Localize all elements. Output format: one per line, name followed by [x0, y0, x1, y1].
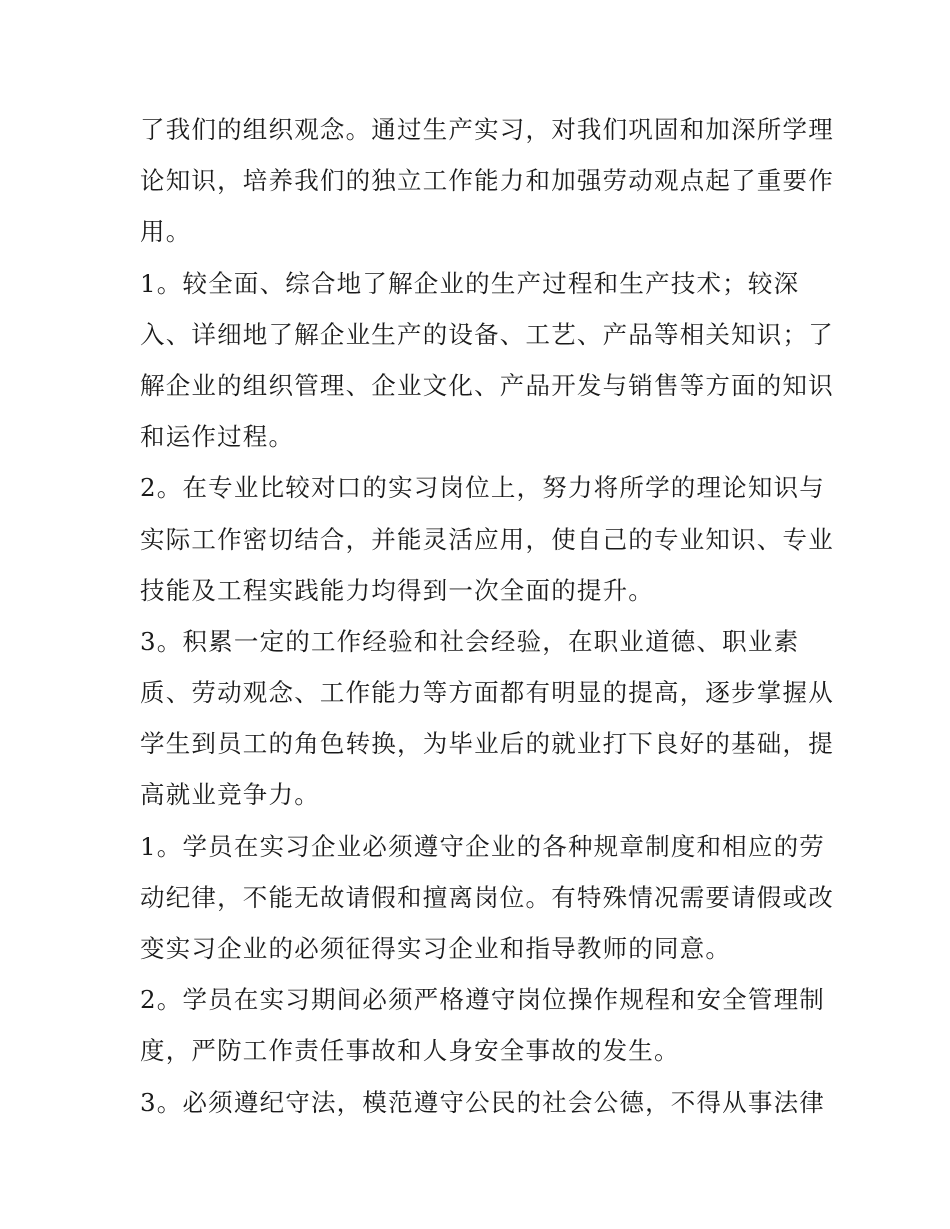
text-line: 入、详细地了解企业生产的设备、工艺、产品等相关知识；了	[140, 319, 834, 349]
text-line: 解企业的组织管理、企业文化、产品开发与销售等方面的知识	[140, 370, 834, 400]
text-line: 质、劳动观念、工作能力等方面都有明显的提高，逐步掌握从	[140, 678, 834, 708]
text-line: 1。学员在实习企业必须遵守企业的各种规章制度和相应的劳	[140, 831, 825, 861]
text-line: 技能及工程实践能力均得到一次全面的提升。	[140, 575, 654, 605]
text-line: 用。	[140, 217, 192, 247]
text-line: 1。较全面、综合地了解企业的生产过程和生产技术；较深	[140, 268, 800, 298]
text-line: 学生到员工的角色转换，为毕业后的就业打下良好的基础，提	[140, 729, 834, 759]
body-text	[140, 110, 834, 1134]
text-line: 2。在专业比较对口的实习岗位上，努力将所学的理论知识与	[140, 473, 825, 503]
text-line: 3。积累一定的工作经验和社会经验，在职业道德、职业素	[140, 626, 800, 656]
text-line: 2。学员在实习期间必须严格遵守岗位操作规程和安全管理制	[140, 985, 825, 1015]
text-line: 了我们的组织观念。通过生产实习，对我们巩固和加深所学理	[140, 115, 834, 144]
text-line: 动纪律，不能无故请假和擅离岗位。有特殊情况需要请假或改	[140, 882, 834, 912]
text-line: 论知识，培养我们的独立工作能力和加强劳动观点起了重要作	[140, 166, 834, 196]
text-line: 变实习企业的必须征得实习企业和指导教师的同意。	[140, 934, 732, 963]
text-line: 度，严防工作责任事故和人身安全事故的发生。	[140, 1036, 680, 1066]
text-line: 实际工作密切结合，并能灵活应用，使自己的专业知识、专业	[140, 524, 834, 554]
text-line: 和运作过程。	[140, 422, 295, 452]
text-line: 高就业竞争力。	[140, 780, 320, 810]
text-line: 3。必须遵纪守法，模范遵守公民的社会公德，不得从事法律	[140, 1087, 825, 1117]
